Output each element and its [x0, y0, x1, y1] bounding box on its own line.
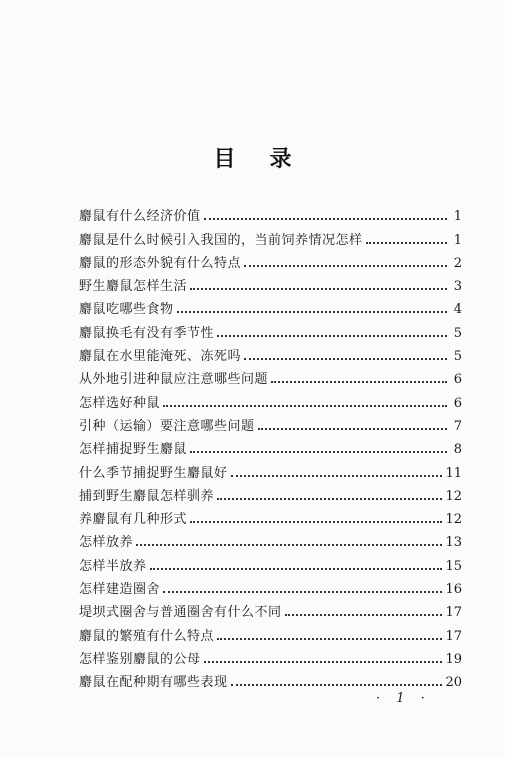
toc-entry	[79, 620, 462, 643]
dot-leader	[163, 405, 447, 407]
toc-entry-title: 麝鼠换毛有没有季节性	[79, 325, 215, 341]
toc-entry	[79, 597, 462, 620]
dot-leader	[163, 591, 442, 593]
toc-entry	[79, 294, 462, 317]
toc-entry-page: 5	[453, 349, 462, 365]
dot-leader	[231, 475, 443, 477]
toc-entry-page: 12	[445, 512, 462, 528]
dot-leader	[366, 242, 447, 244]
toc-entry	[79, 457, 462, 480]
toc-entry	[79, 434, 462, 457]
toc-entry-title: 从外地引进种鼠应注意哪些问题	[79, 372, 269, 388]
toc-entry-title: 怎样半放养	[79, 558, 147, 574]
toc-entry-page: 6	[453, 395, 462, 411]
toc-entry-title: 堤坝式圈舍与普通圈舍有什么不同	[79, 605, 282, 621]
toc-entry	[79, 504, 462, 527]
toc-entry-title: 怎样选好种鼠	[79, 395, 161, 411]
toc-entry-page: 11	[445, 465, 462, 481]
dot-leader	[190, 288, 447, 290]
toc-entry	[79, 481, 462, 504]
toc-entry-page: 17	[445, 605, 462, 621]
toc-entry-title: 麝鼠吃哪些食物	[79, 302, 174, 318]
dot-leader	[217, 638, 442, 640]
toc-entry-page: 1	[453, 232, 462, 248]
toc-entry-page: 8	[453, 442, 462, 458]
toc-entry-page: 17	[445, 628, 462, 644]
toc-entry	[79, 667, 462, 690]
toc-entry-title: 怎样建造圈舍	[79, 582, 161, 598]
toc-entry-title: 麝鼠的形态外貌有什么特点	[79, 255, 242, 271]
toc-entry-page: 5	[453, 325, 462, 341]
toc-entry	[79, 411, 462, 434]
page-title: 目录	[213, 147, 326, 172]
toc-entry-page: 2	[453, 255, 462, 271]
dot-leader	[190, 451, 447, 453]
toc-entry-title: 野生麝鼠怎样生活	[79, 279, 188, 295]
toc-entry-page: 13	[445, 535, 462, 551]
toc-entry	[79, 550, 462, 573]
dot-leader	[204, 661, 443, 663]
dot-leader	[244, 265, 447, 267]
toc-entry-page: 19	[445, 651, 462, 667]
toc-entry-page: 12	[445, 488, 462, 504]
toc-entry-title: 怎样捕捉野生麝鼠	[79, 442, 188, 458]
toc-entry	[79, 201, 462, 224]
toc-entry-title: 捕到野生麝鼠怎样驯养	[79, 488, 215, 504]
toc-entry-title: 引种（运输）要注意哪些问题	[79, 418, 255, 434]
dot-leader	[177, 311, 447, 313]
toc-entry	[79, 364, 462, 387]
toc-entry-page: 7	[453, 418, 462, 434]
toc-entry	[79, 527, 462, 550]
dot-leader	[217, 335, 447, 337]
toc-entry	[79, 317, 462, 340]
dot-leader	[231, 684, 443, 686]
toc-entry-page: 16	[445, 582, 462, 598]
toc-entry	[79, 224, 462, 247]
toc-entry-page: 6	[453, 372, 462, 388]
toc-entry	[79, 644, 462, 667]
toc-entry-title: 麝鼠的繁殖有什么特点	[79, 628, 215, 644]
toc-entry-page: 4	[453, 302, 462, 318]
dot-leader	[204, 218, 447, 220]
toc-entry-page: 15	[445, 558, 462, 574]
toc-entry-page: 1	[453, 209, 462, 225]
dot-leader	[150, 568, 443, 570]
toc-entry	[79, 341, 462, 364]
dot-leader	[244, 358, 447, 360]
toc-entry-title: 怎样鉴别麝鼠的公母	[79, 651, 201, 667]
toc-entry-page: 3	[453, 279, 462, 295]
toc-entry-title: 麝鼠在水里能淹死、冻死吗	[79, 349, 242, 365]
toc-entry-title: 麝鼠在配种期有哪些表现	[79, 675, 228, 691]
dot-leader	[258, 428, 447, 430]
dot-leader	[136, 544, 442, 546]
toc-entry-title: 麝鼠是什么时候引入我国的，当前饲养情况怎样	[79, 232, 363, 248]
page-number: · 1 ·	[376, 691, 431, 706]
toc-entry	[79, 574, 462, 597]
dot-leader	[285, 614, 443, 616]
dot-leader	[217, 498, 442, 500]
toc-entry	[79, 271, 462, 294]
toc-entry-title: 养麝鼠有几种形式	[79, 512, 188, 528]
dot-leader	[271, 381, 447, 383]
toc-entry	[79, 387, 462, 410]
table-of-contents	[79, 201, 462, 690]
toc-entry-title: 什么季节捕捉野生麝鼠好	[79, 465, 228, 481]
toc-entry-title: 怎样放养	[79, 535, 134, 551]
dot-leader	[190, 521, 442, 523]
toc-entry	[79, 248, 462, 271]
toc-entry-title: 麝鼠有什么经济价值	[79, 209, 201, 225]
toc-entry-page: 20	[445, 675, 462, 691]
